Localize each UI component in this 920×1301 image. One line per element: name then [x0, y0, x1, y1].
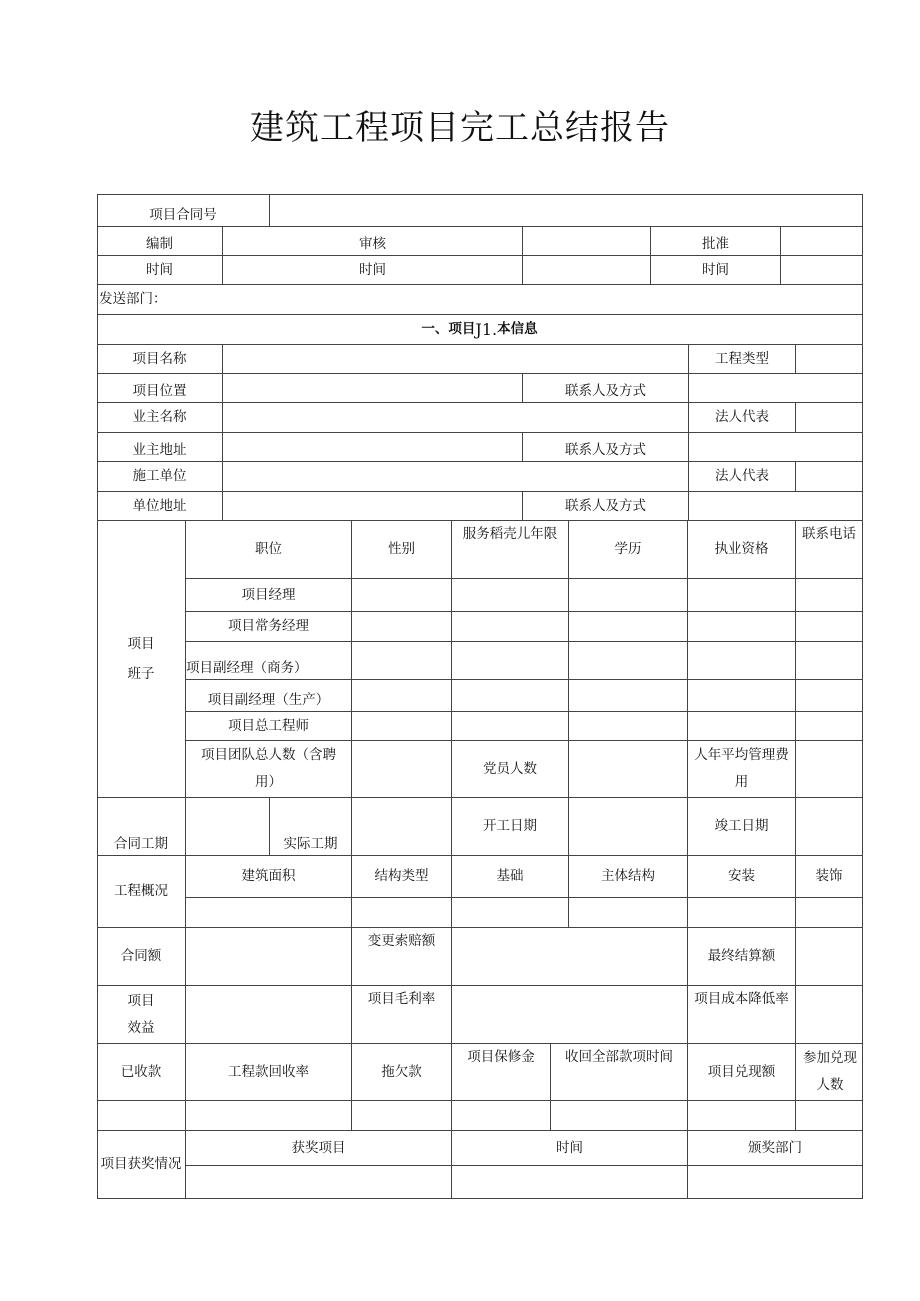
- team-cell[interactable]: [569, 612, 688, 642]
- owner-name-label: 业主名称: [97, 403, 223, 433]
- final-settlement-label: 最终结算额: [688, 928, 796, 986]
- team-cell[interactable]: [688, 612, 796, 642]
- approve-field[interactable]: [781, 227, 863, 256]
- team-header-position: 职位: [186, 521, 352, 579]
- owner-address-label: 业主地址: [97, 433, 223, 462]
- review-time-label: 时间: [223, 256, 523, 285]
- team-cell[interactable]: [352, 680, 452, 712]
- contact-label-1: 联系人及方式: [523, 374, 689, 403]
- project-benefit-label: [97, 986, 186, 1044]
- team-cell[interactable]: [796, 612, 863, 642]
- project-name-field[interactable]: [223, 345, 689, 374]
- retention-label: 项目保修金: [452, 1044, 551, 1101]
- construction-unit-field[interactable]: [223, 462, 689, 492]
- approve-time-label: 时间: [651, 256, 781, 285]
- team-label-line1: 项目: [127, 635, 155, 652]
- legal-rep-field-1[interactable]: [796, 403, 863, 433]
- document-title: 建筑工程项目完工总结报告: [250, 108, 670, 148]
- contract-amount-label: 合同额: [97, 928, 186, 986]
- section-suffix: 本信息: [497, 321, 538, 338]
- collection-cell[interactable]: [352, 1101, 452, 1131]
- overview-cell[interactable]: [569, 898, 688, 928]
- report-form: [97, 194, 863, 1199]
- owner-name-field[interactable]: [223, 403, 689, 433]
- overview-header-structure: 结构类型: [352, 856, 452, 898]
- section-code: J1.: [475, 319, 498, 339]
- change-claims-label: 变更索赔额: [352, 928, 452, 986]
- legal-rep-label-1: 法人代表: [689, 403, 796, 433]
- collection-cell[interactable]: [796, 1101, 863, 1131]
- awards-header-item: 获奖项目: [186, 1131, 452, 1166]
- team-cell[interactable]: [688, 712, 796, 741]
- team-cell[interactable]: [352, 642, 452, 680]
- overview-header-area: 建筑面积: [186, 856, 352, 898]
- team-cell[interactable]: [796, 642, 863, 680]
- team-header-phone: 联系电话: [796, 521, 863, 579]
- completion-date-field[interactable]: [796, 798, 863, 856]
- team-cell[interactable]: [688, 642, 796, 680]
- project-benefit-field[interactable]: [186, 986, 352, 1044]
- role-executive-manager: 项目常务经理: [186, 612, 352, 642]
- recovery-rate-label: 工程款回收率: [186, 1044, 352, 1101]
- overview-header-main-structure: 主体结构: [569, 856, 688, 898]
- overview-cell[interactable]: [688, 898, 796, 928]
- construction-unit-label: 施工单位: [97, 462, 223, 492]
- legal-rep-label-2: 法人代表: [689, 462, 796, 492]
- unit-address-label: 单位地址: [97, 492, 223, 521]
- team-cell[interactable]: [452, 612, 569, 642]
- compile-time-label: 时间: [97, 256, 223, 285]
- start-date-label: 开工日期: [452, 798, 569, 856]
- team-cell[interactable]: [452, 579, 569, 612]
- project-type-label: 工程类型: [689, 345, 796, 374]
- team-header-gender: 性别: [352, 521, 452, 579]
- review-label: 审核: [223, 227, 523, 256]
- start-date-field[interactable]: [569, 798, 688, 856]
- awards-label: 项目获奖情况: [97, 1131, 186, 1199]
- bonus-people-label: 参加兑现人数: [796, 1044, 863, 1101]
- team-header-education: 学历: [569, 521, 688, 579]
- collection-cell[interactable]: [97, 1101, 186, 1131]
- legal-rep-field-2[interactable]: [796, 462, 863, 492]
- cost-reduction-label: 项目成本降低率: [688, 986, 796, 1044]
- contract-no-label: 项目合同号: [97, 194, 270, 227]
- send-dept-label: 发送部门：: [97, 285, 863, 315]
- role-deputy-manager-business: 项目副经理（商务）: [186, 642, 352, 680]
- collection-cell[interactable]: [551, 1101, 688, 1131]
- approve-time-field[interactable]: [781, 256, 863, 285]
- gross-margin-field[interactable]: [452, 986, 688, 1044]
- contract-period-field[interactable]: [186, 798, 270, 856]
- owner-address-field[interactable]: [223, 433, 523, 462]
- collection-cell[interactable]: [688, 1101, 796, 1131]
- actual-period-field[interactable]: [352, 798, 452, 856]
- team-cell[interactable]: [796, 680, 863, 712]
- compile-label: 编制: [97, 227, 223, 256]
- team-total-field[interactable]: [352, 741, 452, 798]
- change-claims-field[interactable]: [452, 928, 688, 986]
- project-location-field[interactable]: [223, 374, 523, 403]
- contract-no-field[interactable]: [270, 194, 863, 227]
- avg-mgmt-fee-label: 人年平均管理费用: [688, 741, 796, 798]
- team-cell[interactable]: [452, 642, 569, 680]
- contact-label-3: 联系人及方式: [523, 492, 689, 521]
- contract-period-label: 合同工期: [97, 798, 186, 856]
- full-recovery-time-label: 收回全部款项时间: [551, 1044, 688, 1101]
- team-cell[interactable]: [569, 712, 688, 741]
- awards-header-time: 时间: [452, 1131, 688, 1166]
- awards-cell[interactable]: [452, 1166, 688, 1199]
- role-chief-engineer: 项目总工程师: [186, 712, 352, 741]
- overview-cell[interactable]: [452, 898, 569, 928]
- awards-header-dept: 颁奖部门: [688, 1131, 863, 1166]
- collection-cell[interactable]: [186, 1101, 352, 1131]
- completion-date-label: 竣工日期: [688, 798, 796, 856]
- overview-header-decoration: 装饰: [796, 856, 863, 898]
- team-cell[interactable]: [796, 712, 863, 741]
- overview-cell[interactable]: [796, 898, 863, 928]
- overview-cell[interactable]: [186, 898, 352, 928]
- team-label: [97, 521, 186, 798]
- team-cell[interactable]: [352, 612, 452, 642]
- team-label-line2: 班子: [127, 666, 155, 682]
- cost-reduction-field[interactable]: [796, 986, 863, 1044]
- overview-cell[interactable]: [352, 898, 452, 928]
- unit-address-field[interactable]: [223, 492, 523, 521]
- team-header-qualification: 执业资格: [688, 521, 796, 579]
- bonus-amount-label: 项目兑现额: [688, 1044, 796, 1101]
- team-cell[interactable]: [452, 712, 569, 741]
- contact-field-3[interactable]: [689, 492, 863, 521]
- section-prefix: 一、项目: [421, 321, 476, 338]
- party-members-field[interactable]: [569, 741, 688, 798]
- team-cell[interactable]: [452, 680, 569, 712]
- awards-cell[interactable]: [186, 1166, 452, 1199]
- overview-label: 工程概况: [97, 856, 186, 928]
- benefit-line2: 效益: [127, 1019, 155, 1036]
- contact-field-2[interactable]: [689, 433, 863, 462]
- team-total-label: 项目团队总人数（含聘用）: [186, 741, 352, 798]
- project-name-label: 项目名称: [97, 345, 223, 374]
- review-field[interactable]: [523, 227, 651, 256]
- contact-label-2: 联系人及方式: [523, 433, 689, 462]
- project-location-label: 项目位置: [97, 374, 223, 403]
- party-members-label: 党员人数: [452, 741, 569, 798]
- actual-period-label: 实际工期: [270, 798, 352, 856]
- received-label: 已收款: [97, 1044, 186, 1101]
- review-time-field[interactable]: [523, 256, 651, 285]
- team-cell[interactable]: [569, 642, 688, 680]
- section-basic-info-title: [97, 315, 863, 345]
- role-project-manager: 项目经理: [186, 579, 352, 612]
- contact-field-1[interactable]: [689, 374, 863, 403]
- contract-amount-field[interactable]: [186, 928, 352, 986]
- team-cell[interactable]: [688, 680, 796, 712]
- project-type-field[interactable]: [796, 345, 863, 374]
- team-cell[interactable]: [569, 680, 688, 712]
- overview-header-foundation: 基础: [452, 856, 569, 898]
- approve-label: 批准: [651, 227, 781, 256]
- gross-margin-label: 项目毛利率: [352, 986, 452, 1044]
- team-cell[interactable]: [569, 579, 688, 612]
- benefit-line1: 项目: [127, 992, 155, 1009]
- arrears-label: 拖欠款: [352, 1044, 452, 1101]
- team-header-service-years: 服务稻壳儿年限: [452, 521, 569, 579]
- collection-cell[interactable]: [452, 1101, 551, 1131]
- awards-cell[interactable]: [688, 1166, 863, 1199]
- final-settlement-field[interactable]: [796, 928, 863, 986]
- overview-header-installation: 安装: [688, 856, 796, 898]
- team-cell[interactable]: [352, 712, 452, 741]
- avg-mgmt-fee-field[interactable]: [796, 741, 863, 798]
- team-cell[interactable]: [796, 579, 863, 612]
- team-cell[interactable]: [688, 579, 796, 612]
- role-deputy-manager-production: 项目副经理（生产）: [186, 680, 352, 712]
- team-cell[interactable]: [352, 579, 452, 612]
